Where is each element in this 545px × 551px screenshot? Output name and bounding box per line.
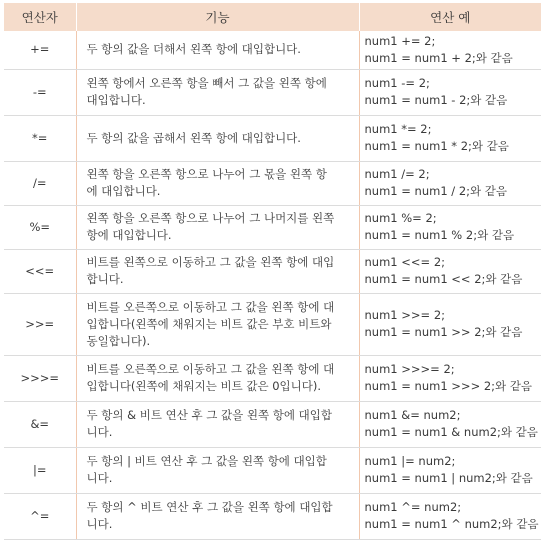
operator-cell: /=: [4, 161, 76, 205]
example-code-line: num1 = num1 % 2;와 같음: [364, 228, 515, 242]
example-code-line: num1 = num1 * 2;와 같음: [364, 139, 509, 153]
header-example: 연산 예: [359, 3, 541, 31]
header-function: 기능: [76, 3, 359, 31]
example-cell: [359, 447, 541, 493]
function-text-line: 비트를 왼쪽으로 이동하고 그 값을 왼쪽 항에 대입: [86, 255, 335, 269]
example-code-line: num1 = num1 - 2;와 같음: [364, 93, 508, 107]
example-cell: [359, 401, 541, 447]
example-code-line: num1 += 2;: [364, 33, 436, 48]
operator-cell: *=: [4, 115, 76, 161]
example-code-line: num1 >>= 2;: [364, 308, 446, 322]
example-code-line: num1 = num1 << 2;와 같음: [364, 272, 523, 286]
example-code-line: num1 = num1 / 2;와 같음: [364, 184, 507, 198]
function-cell: [76, 115, 359, 161]
table-row: [4, 401, 541, 447]
example-code-line: num1 = num1 >> 2;와 같음: [364, 325, 523, 339]
example-code-line: num1 = num1 | num2;와 같음: [364, 471, 533, 485]
operator-cell: ^=: [4, 493, 76, 539]
function-text-line: 두 항의 값을 더해서 왼쪽 항에 대입합니다.: [86, 42, 301, 57]
function-text-line: 합니다.: [86, 272, 124, 286]
table-row: [4, 355, 541, 401]
compound-assignment-operators-table: [4, 3, 541, 540]
example-code-line: num1 |= num2;: [364, 454, 456, 468]
operator-cell: %=: [4, 205, 76, 249]
function-cell: [76, 355, 359, 401]
table-row: [4, 447, 541, 493]
function-cell: [76, 293, 359, 355]
function-text-line: 니다.: [86, 517, 113, 531]
function-cell: [76, 401, 359, 447]
function-text-line: 항에 대입합니다.: [86, 228, 172, 242]
function-text-line: 왼쪽 항을 오른쪽 항으로 나누어 그 몫을 왼쪽 항: [86, 167, 327, 181]
example-cell: [359, 493, 541, 539]
example-code-line: num1 -= 2;: [364, 76, 430, 90]
example-code-line: num1 %= 2;: [364, 211, 437, 225]
example-cell: [359, 293, 541, 355]
function-text-line: 입합니다(왼쪽에 채워지는 비트 값은 0입니다).: [86, 379, 322, 393]
function-text-line: 에 대입합니다.: [86, 184, 161, 198]
function-text-line: 입합니다(왼쪽에 채워지는 비트 값은 부호 비트와: [86, 316, 332, 331]
example-code-line: num1 <<= 2;: [364, 255, 446, 269]
table-row: [4, 205, 541, 249]
example-code-line: num1 = num1 & num2;와 같음: [364, 425, 538, 439]
example-code-line: num1 *= 2;: [364, 122, 432, 136]
function-cell: [76, 249, 359, 293]
example-code-line: num1 = num1 + 2;와 같음: [364, 50, 513, 65]
function-text-line: 두 항의 ^ 비트 연산 후 그 값을 왼쪽 항에 대입합: [86, 500, 333, 514]
example-code-line: num1 ^= num2;: [364, 500, 462, 514]
operator-cell: <<=: [4, 249, 76, 293]
table-row: [4, 293, 541, 355]
function-text-line: 니다.: [86, 471, 113, 485]
example-cell: [359, 355, 541, 401]
table-row: [4, 249, 541, 293]
example-cell: [359, 69, 541, 115]
function-text-line: 두 항의 | 비트 연산 후 그 값을 왼쪽 항에 대입합: [86, 454, 327, 468]
example-cell: [359, 249, 541, 293]
operator-cell: &=: [4, 401, 76, 447]
function-text-line: 동일합니다).: [86, 333, 151, 348]
example-cell: [359, 31, 541, 69]
operator-cell: |=: [4, 447, 76, 493]
operator-cell: >>=: [4, 293, 76, 355]
function-text-line: 비트를 오른쪽으로 이동하고 그 값을 왼쪽 항에 대: [86, 362, 335, 376]
table-row: [4, 115, 541, 161]
example-code-line: num1 /= 2;: [364, 167, 430, 181]
function-cell: [76, 69, 359, 115]
function-cell: [76, 205, 359, 249]
table-row: [4, 31, 541, 69]
table-header-row: [4, 3, 541, 31]
example-cell: [359, 115, 541, 161]
example-code-line: num1 &= num2;: [364, 408, 461, 422]
function-text-line: 두 항의 & 비트 연산 후 그 값을 왼쪽 항에 대입합: [86, 408, 332, 422]
example-code-line: num1 = num1 ^ num2;와 같음: [364, 517, 539, 531]
function-text-line: 두 항의 값을 곱해서 왼쪽 항에 대입합니다.: [86, 130, 301, 145]
function-text-line: 비트를 오른쪽으로 이동하고 그 값을 왼쪽 항에 대: [86, 299, 335, 314]
table-row: [4, 493, 541, 539]
table-row: [4, 161, 541, 205]
example-code-line: num1 >>>= 2;: [364, 362, 455, 376]
function-cell: [76, 493, 359, 539]
function-text-line: 왼쪽 항을 오른쪽 항으로 나누어 그 나머지를 왼쪽: [86, 211, 335, 225]
function-cell: [76, 161, 359, 205]
operator-cell: >>>=: [4, 355, 76, 401]
example-cell: [359, 205, 541, 249]
operator-cell: -=: [4, 69, 76, 115]
function-text-line: 니다.: [86, 425, 113, 439]
operator-cell: +=: [4, 31, 76, 69]
example-code-line: num1 = num1 >>> 2;와 같음: [364, 379, 533, 393]
function-cell: [76, 31, 359, 69]
function-cell: [76, 447, 359, 493]
function-text-line: 대입합니다.: [86, 93, 146, 107]
function-text-line: 왼쪽 항에서 오른쪽 항을 빼서 그 값을 왼쪽 항에: [86, 76, 327, 90]
example-cell: [359, 161, 541, 205]
header-operator: 연산자: [4, 3, 76, 31]
table-row: [4, 69, 541, 115]
